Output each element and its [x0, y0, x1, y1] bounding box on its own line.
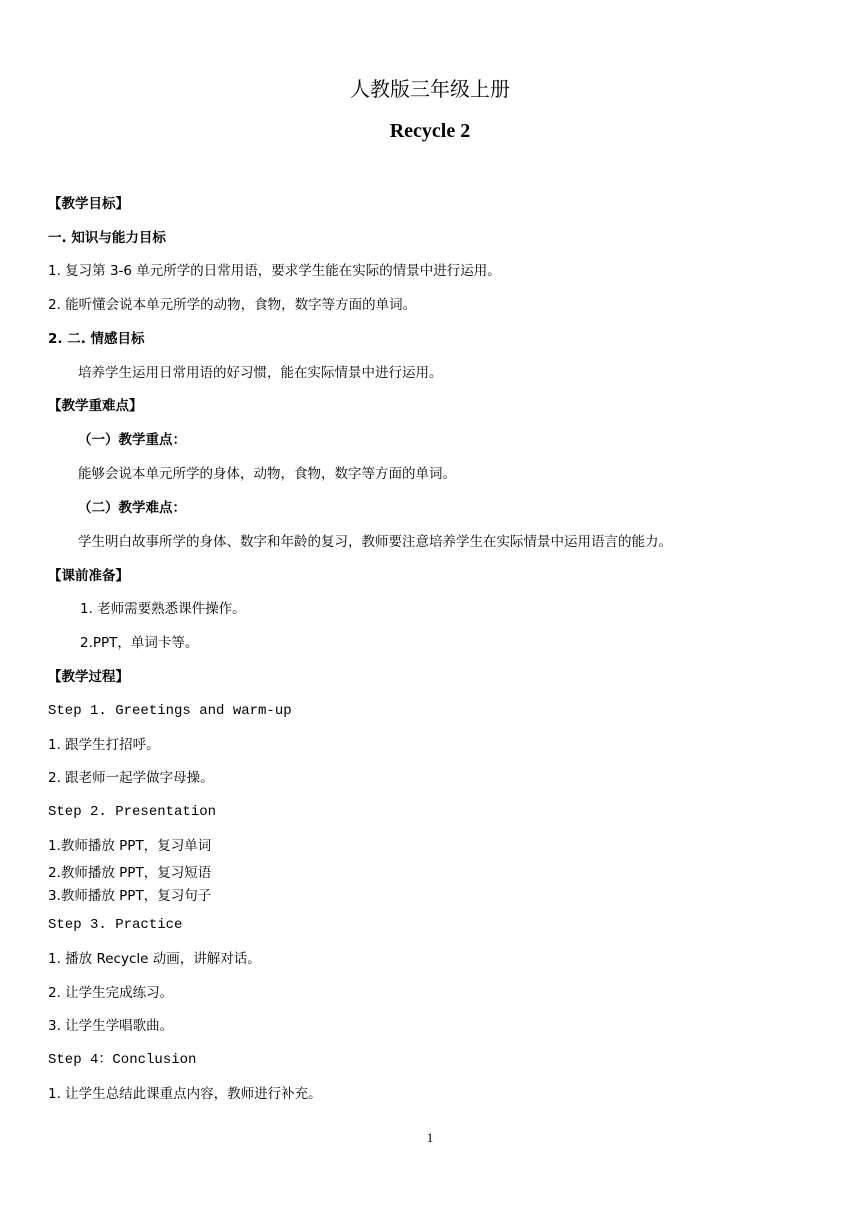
process-heading: 【教学过程】: [48, 669, 129, 685]
knowledge-heading: 一. 知识与能力目标: [48, 230, 166, 246]
goals-heading: 【教学目标】: [48, 196, 129, 212]
key-point-heading: （一）教学重点：: [78, 432, 186, 448]
knowledge-item-1: 1. 复习第 3-6 单元所学的日常用语，要求学生能在实际的情景中进行运用。: [48, 263, 501, 279]
step2-item-2: 2.教师播放 PPT，复习短语: [48, 865, 212, 881]
key-difficult-heading: 【教学重难点】: [48, 398, 143, 414]
difficult-point-heading: （二）教学难点：: [78, 500, 186, 516]
step1-item-1: 1. 跟学生打招呼。: [48, 737, 160, 753]
difficult-point-item-1: 学生明白故事所学的身体、数字和年龄的复习，教师要注意培养学生在实际情景中运用语言的能力。: [78, 534, 672, 550]
step1-heading: Step 1. Greetings and warm-up: [48, 703, 292, 719]
knowledge-item-2: 2. 能听懂会说本单元所学的动物，食物，数字等方面的单词。: [48, 297, 417, 313]
step3-item-3: 3. 让学生学唱歌曲。: [48, 1018, 174, 1034]
key-point-item-1: 能够会说本单元所学的身体，动物，食物，数字等方面的单词。: [78, 466, 456, 482]
prep-item-1: 1. 老师需要熟悉课件操作。: [80, 601, 246, 617]
document-title: 人教版三年级上册: [350, 77, 510, 101]
step1-item-2: 2. 跟老师一起学做字母操。: [48, 770, 214, 786]
step2-item-1: 1.教师播放 PPT，复习单词: [48, 838, 212, 854]
emotion-item-1: 培养学生运用日常用语的好习惯，能在实际情景中进行运用。: [78, 365, 443, 381]
step3-item-2: 2. 让学生完成练习。: [48, 985, 174, 1001]
step2-heading: Step 2. Presentation: [48, 804, 217, 820]
step4-heading: Step 4：Conclusion: [48, 1052, 197, 1068]
document-subtitle: Recycle 2: [389, 120, 471, 142]
page-number: 1: [426, 1130, 434, 1145]
prep-heading: 【课前准备】: [48, 568, 129, 584]
emotion-heading: 2. 二. 情感目标: [48, 331, 145, 347]
step2-item-3: 3.教师播放 PPT，复习句子: [48, 888, 212, 904]
step3-heading: Step 3. Practice: [48, 917, 183, 933]
step3-item-1: 1. 播放 Recycle 动画，讲解对话。: [48, 951, 261, 967]
step4-item-1: 1. 让学生总结此课重点内容，教师进行补充。: [48, 1086, 322, 1102]
prep-item-2: 2.PPT，单词卡等。: [80, 635, 199, 651]
